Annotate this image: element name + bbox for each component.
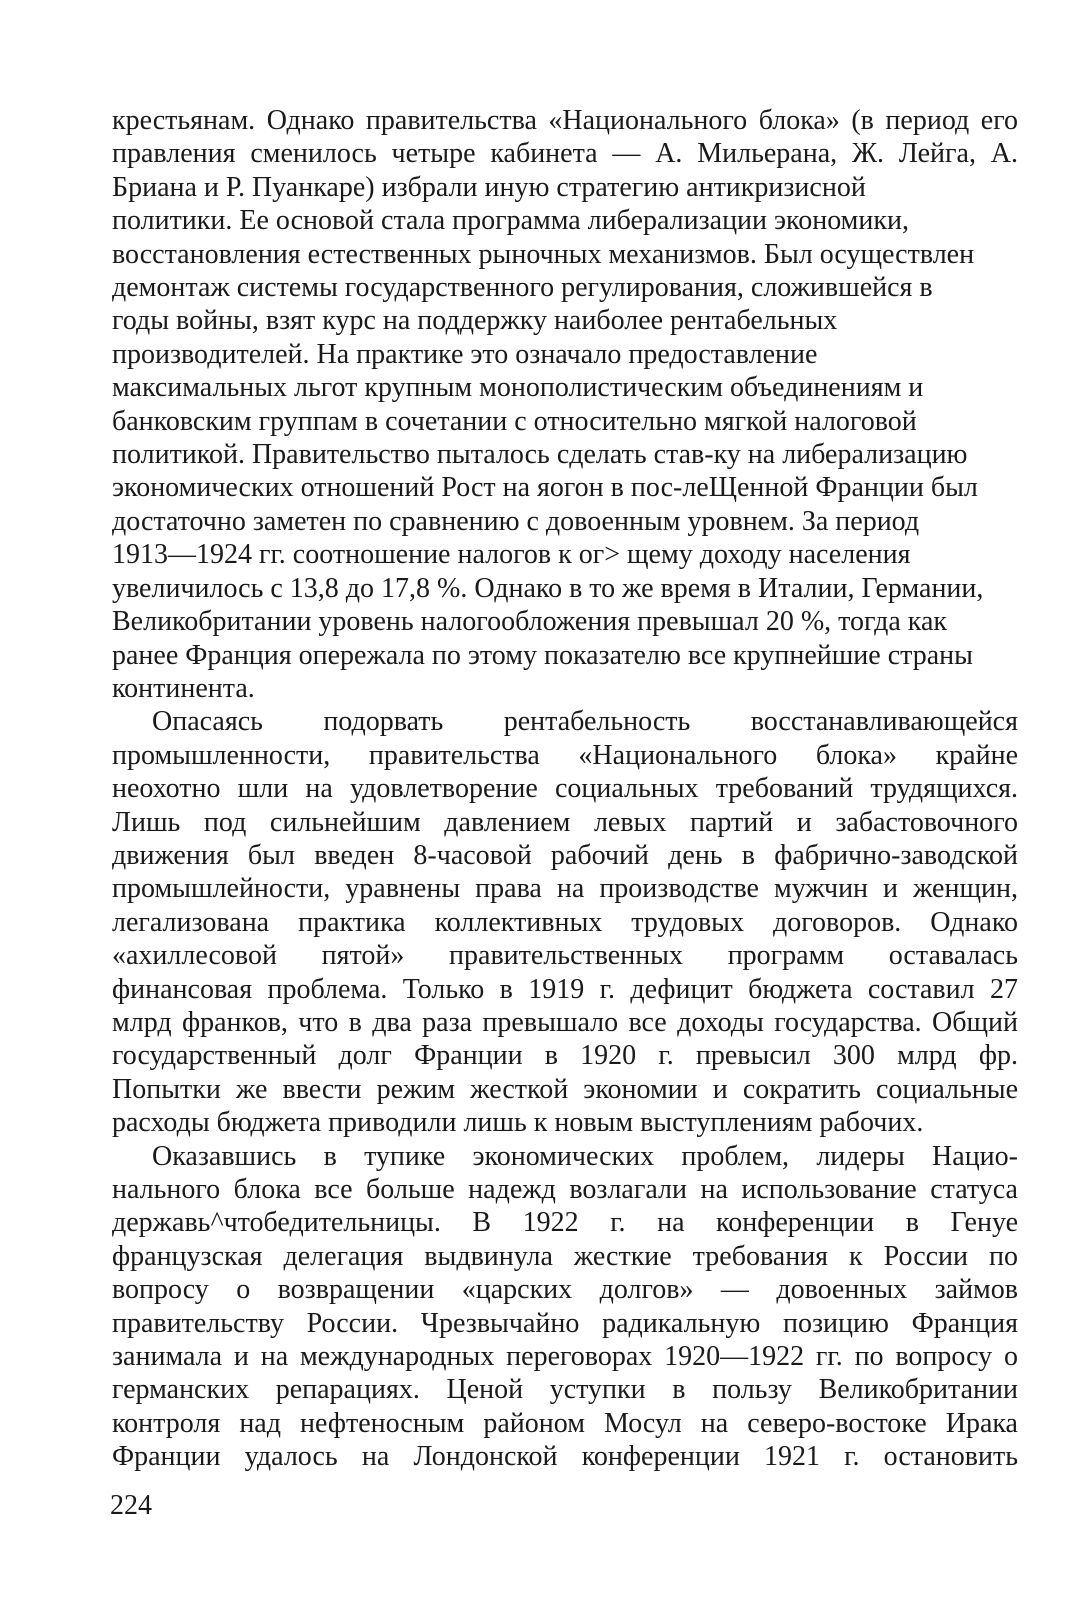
- text-line: вопросу о возвращении «царских долгов» — довоенных займов: [112, 1274, 1018, 1306]
- text-line: финансовая проблема. Только в 1919 г. дефицит бюджета составил 27: [112, 973, 1018, 1005]
- text-line: млрд франков, что в два раза превышало все доходы государства. Общий: [112, 1006, 1018, 1038]
- text-line: политикой. Правительство пыталось сделать став-ку на либерализацию: [112, 439, 968, 471]
- text-line: государственный долг Франции в 1920 г. превысил 300 млрд фр.: [112, 1040, 1018, 1072]
- text-line: Бриана и Р. Пуанкаре) избрали иную стратегию антикризисной: [112, 171, 866, 203]
- text-line: Лишь под сильнейшим давлением левых партий и забастовочного: [112, 806, 1018, 838]
- text-line: Попытки же ввести режим жесткой экономии и сократить социальные: [112, 1073, 1018, 1105]
- text-line: восстановления естественных рыночных механизмов. Был осуществлен: [112, 238, 975, 270]
- text-line: легализована практика коллективных трудовых договоров. Однако: [112, 906, 1018, 938]
- text-line: контроля над нефтеносным районом Мосул на северо-востоке Ирака: [112, 1407, 1018, 1439]
- text-line: промышленности, правительства «Национального блока» крайне: [112, 739, 1018, 771]
- text-line: правления сменилось четыре кабинета — А. Мильерана, Ж. Лейга, А.: [112, 138, 1018, 170]
- text-line: Франции удалось на Лондонской конференции 1921 г. остановить: [112, 1441, 1018, 1473]
- text-line: расходы бюджета приводили лишь к новым выступлениям рабочих.: [112, 1107, 924, 1139]
- text-line: занимала и на международных переговорах 1920—1922 гг. по вопросу о: [112, 1341, 1018, 1373]
- text-line: континента.: [112, 672, 255, 704]
- text-line: политики. Ее основой стала программа либерализации экономики,: [112, 205, 909, 237]
- text-line: движения был введен 8-часовой рабочий день в фабрично-заводской: [112, 839, 1018, 871]
- text-line: Опасаясь подорвать рентабельность восстанавливающейся: [152, 706, 1018, 738]
- text-line: демонтаж системы государственного регулирования, сложившейся в: [112, 272, 933, 304]
- text-line: Оказавшись в тупике экономических проблем, лидеры Нацио-: [152, 1140, 1018, 1172]
- page-number: 224: [110, 1490, 152, 1521]
- text-line: неохотно шли на удовлетворение социальных требований трудящихся.: [112, 773, 1018, 805]
- text-line: ранее Франция опережала по этому показателю все крупнейшие страны: [112, 639, 973, 671]
- text-line: достаточно заметен по сравнению с довоенным уровнем. За период: [112, 505, 920, 537]
- text-line: Великобритании уровень налогообложения превышал 20 %, тогда как: [112, 606, 947, 638]
- text-line: правительству России. Чрезвычайно радикальную позицию Франция: [112, 1307, 1018, 1339]
- paragraph-3: [112, 1140, 1018, 1474]
- text-line: 1913—1924 гг. соотношение налогов к ог> щему доходу населения: [112, 539, 911, 571]
- text-line: германских репарациях. Ценой уступки в пользу Великобритании: [112, 1374, 1018, 1406]
- text-line: банковским группам в сочетании с относительно мягкой налоговой: [112, 405, 917, 437]
- text-line: французская делегация выдвинула жесткие требования к России по: [112, 1240, 1018, 1272]
- text-line: годы войны, взят курс на поддержку наиболее рентабельных: [112, 305, 838, 337]
- text-line: промышлейности, уравнены права на производстве мужчин и женщин,: [112, 873, 1018, 905]
- text-line: увеличилось с 13,8 до 17,8 %. Однако в то же время в Италии, Германии,: [112, 572, 984, 604]
- text-line: максимальных льгот крупным монополистическим объединениям и: [112, 372, 924, 404]
- paragraph-1: [112, 104, 1018, 705]
- text-line: державь^чтобедительницы. В 1922 г. на конференции в Генуе: [112, 1207, 1018, 1239]
- paragraph-2: [112, 705, 1018, 1139]
- body-text: [112, 104, 1018, 1474]
- text-line: производителей. На практике это означало предоставление: [112, 338, 818, 370]
- text-line: нального блока все больше надежд возлагали на использование статуса: [112, 1174, 1018, 1205]
- text-line: «ахиллесовой пятой» правительственных программ оставалась: [112, 940, 1018, 972]
- text-line: крестьянам. Однако правительства «Национального блока» (в период его: [112, 105, 1018, 136]
- text-line: экономических отношений Рост на яогон в пос-леЩенной Франции был: [112, 472, 978, 504]
